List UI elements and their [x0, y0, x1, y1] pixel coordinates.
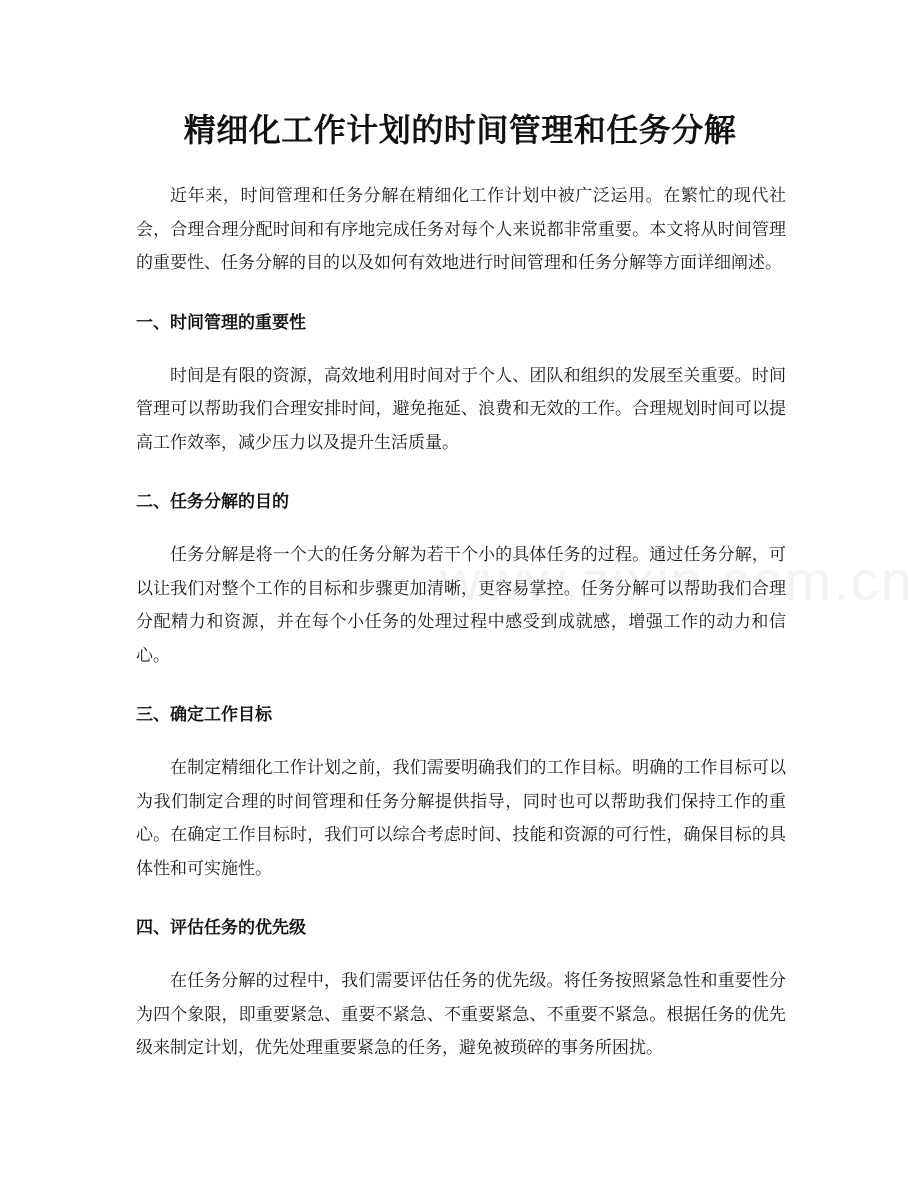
section-heading-4: 四、评估任务的优先级 — [136, 918, 306, 938]
document-body — [136, 180, 786, 1066]
section-heading-3: 三、确定工作目标 — [136, 705, 272, 725]
section-body-4: 在任务分解的过程中，我们需要评估任务的优先级。将任务按照紧急性和重要性分为四个象限，即重要紧急、重要不紧急、不重要紧急、不重要不紧急。根据任务的优先级来制定计划，优先处理重要紧急的任务，避免被琐碎的事务所困扰。 — [136, 971, 786, 1058]
section-body-1: 时间是有限的资源，高效地利用时间对于个人、团队和组织的发展至关重要。时间管理可以帮助我们合理安排时间，避免拖延、浪费和无效的工作。合理规划时间可以提高工作效率，减少压力以及提升生活质量。 — [136, 365, 786, 453]
section-body-3: 在制定精细化工作计划之前，我们需要明确我们的工作目标。明确的工作目标可以为我们制定合理的时间管理和任务分解提供指导，同时也可以帮助我们保持工作的重心。在确定工作目标时，我们可以综合考虑时间、技能和资源的可行性，确保目标的具体性和可实施性。 — [136, 758, 786, 879]
document-title: 精细化工作计划的时间管理和任务分解 — [183, 111, 737, 149]
section-heading-1: 一、时间管理的重要性 — [136, 312, 306, 333]
section-body-2: 任务分解是将一个大的任务分解为若干个小的具体任务的过程。通过任务分解，可以让我们对整个工作的目标和步骤更加清晰，更容易掌控。任务分解可以帮助我们合理分配精力和资源，并在每个小任务的处理过程中感受到成就感，增强工作的动力和信心。 — [136, 545, 786, 666]
section-heading-2: 二、任务分解的目的 — [136, 492, 289, 512]
watermark — [440, 548, 914, 613]
intro-paragraph: 近年来，时间管理和任务分解在精细化工作计划中被广泛运用。在繁忙的现代社会，合理合理分配时间和有序地完成任务对每个人来说都非常重要。本文将从时间管理的重要性、任务分解的目的以及如何有效地进行时间管理和任务分解等方面详细阐述。 — [136, 186, 786, 273]
